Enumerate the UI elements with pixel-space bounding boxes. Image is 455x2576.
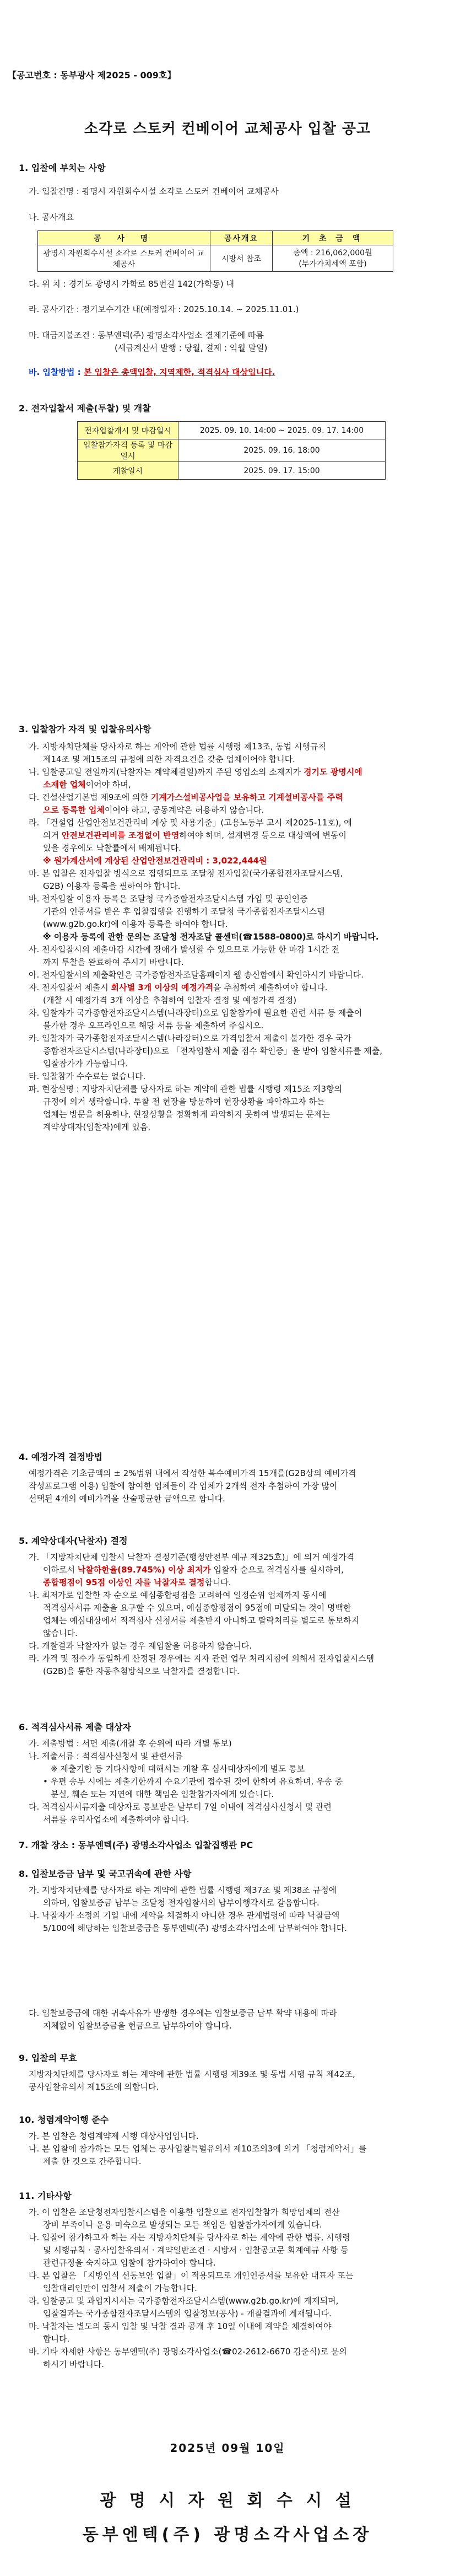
s3-ga-1: 가. 지방자치단체를 당사자로 하는 계약에 관한 법률 시행령 제13조, 동법 시행규칙: [29, 742, 326, 752]
s3-pa-3: 업체는 방문을 허용하나, 현장상황을 정확하게 파악하지 못하여 발생되는 문제는: [43, 1109, 331, 1119]
s5-ga-text-b: 입찰자 순으로 적격심사를 실시하여,: [210, 1565, 344, 1575]
s5-ga-red-2: 종합평점이 95점 이상인 자를 낙찰자로 결정: [43, 1577, 205, 1587]
s4-line-1: 예정가격은 기초금액의 ± 2%범위 내에서 작성한 복수예비가격 15개를(G2B상의 예비가격: [29, 1468, 356, 1478]
s8-ga-2: 의하며, 입찰보증금 납부는 조달청 전자입찰서의 납부이행각서로 갈음합니다.: [43, 1898, 319, 1908]
s6-da-2: 서류를 우리사업소에 제출하여야 합니다.: [43, 1815, 189, 1824]
s1-item-da: 다. 위 치 : 경기도 광명시 가학로 85번길 142(가학동) 내: [29, 279, 234, 289]
s11-ba-1: 바. 기타 자세한 사항은 동부엔텍(주) 광명소각사업소(☎02-2612-6670 김준식)로 문의: [29, 2347, 347, 2357]
s8-da-1: 다. 입찰보증금에 대한 귀속사유가 발생한 경우에는 입찰보증금 납부 확약 내용에 따라: [29, 2008, 337, 2018]
s3-ja-1: [29, 981, 437, 994]
s11-ga-1: 가. 이 입찰은 조달청전자입찰시스템을 이용한 입찰으로 전자입찰참가 희망업체의 전산: [29, 2207, 340, 2217]
s8-ga-1: 가. 지방자치단체를 당사자로 하는 계약에 관한 법률 시행령 제37조 및 제38조 규정에: [29, 1885, 337, 1895]
s3-na-1: [29, 766, 437, 779]
s3-ma-1: 마. 본 입찰은 전자입찰 방식으로 집행되므로 조달청 전자입찰(국가종합전자조달시스템,: [29, 868, 343, 878]
section-4-heading: 4. 예정가격 결정방법: [19, 1452, 102, 1462]
issuer-line-2: 동부엔텍(주) 광명소각사업소장: [82, 2525, 373, 2545]
s6-note: ※ 제출기한 등 기타사항에 대해서는 개찰 후 심사대상자에게 별도 통보: [51, 1764, 305, 1774]
s3-ja-text: 자. 전자입찰서 제출시: [29, 983, 111, 992]
s11-da-1: 다. 본 입찰은 「지방인식 선동보안 입찰」이 적용되므로 개인인증서를 보유한 대표자 또는: [29, 2271, 354, 2280]
s3-pa-4: 계약상대자(입찰자)에게 있음.: [43, 1122, 151, 1132]
s3-ka-2: 종합전자조달시스템(나라장터)으로 「전자입찰서 제출 접수 확인증」을 받아 입찰서류를 제출,: [43, 1046, 382, 1056]
s3-na-text-2: 이어야 하며,: [85, 780, 131, 790]
s3-da-red: 기계가스설비공사업을 보유하고 기계설비공사를 주력: [150, 792, 343, 802]
s11-na-3: 관련규정을 숙지하고 입찰에 참가하여야 합니다.: [43, 2258, 216, 2268]
s3-ma-2: G2B) 이용자 등록을 필하여야 합니다.: [43, 881, 181, 891]
s1-item-ma-2: (세금계산서 발행 : 당월, 결제 : 익월 말일): [115, 343, 268, 353]
s3-ga-2: 제14조 및 제15조의 규정에 의한 자격요건을 갖춘 업체이어야 합니다.: [43, 754, 295, 764]
section-8: [19, 1867, 437, 1935]
s3-cha-2: 불가한 경우 오프라인으로 해당 서류 등을 제출하여 주십시오.: [43, 1021, 264, 1031]
section-9: [19, 2051, 437, 2094]
s9-line-1: 지방자치단체를 당사자로 하는 계약에 관한 법률 시행령 제39조 및 동법 시행 규칙 제42조,: [29, 2069, 355, 2079]
project-table: [37, 230, 393, 272]
s9-line-2: 공사입찰유의서 제15조에 의합니다.: [29, 2082, 159, 2092]
s6-bullet-1: • 우편 송부 시에는 제출기한까지 수요기관에 접수된 것에 한하여 유효하며, 우송 중: [43, 1777, 343, 1786]
project-table-cell-amount: [273, 245, 393, 272]
s3-ra-2: [29, 829, 437, 842]
section-5: [19, 1534, 437, 1678]
s3-ra-3: 있을 경우에도 낙찰률에서 배제됩니다.: [43, 843, 181, 853]
schedule-label-open: 전자입찰개시 및 마감일시: [78, 422, 178, 439]
s1-item-ga: 가. 입찰건명 : 광명시 자원회수시설 소각로 스토커 컨베이어 교체공사: [29, 186, 279, 196]
s3-ra-text-b: 하여야 하며, 설계변경 등으로 대상액에 변동이: [179, 830, 346, 840]
schedule-value-opening: 2025. 09. 17. 15:00: [178, 462, 386, 480]
section-10: [19, 2113, 437, 2168]
s3-na-2: [29, 779, 437, 791]
s11-ra-1: 라. 입찰공고 및 과업지시서는 국가종합전자조달시스템(www.g2b.go.kr)에 게재되며,: [29, 2296, 339, 2306]
schedule-label-register: 입찰참가자격 등록 및 마감일시: [78, 439, 178, 462]
s1-item-ma-1: 마. 대금지불조건 : 동부엔텍(주) 광명소각사업소 결제기준에 따름: [29, 330, 264, 340]
s3-pa-1: 파. 현장설명 : 지방자치단체를 당사자로 하는 계약에 관한 법률 시행령 제15조 제3항의: [29, 1084, 343, 1094]
section-7-heading: 7. 개찰 장소 : 동부엔텍(주) 광명소각사업소 입찰집행관 PC: [19, 1840, 253, 1850]
s8-na-1: 나. 낙찰자가 소정의 기일 내에 계약을 체결하지 아니한 경우 관계법령에 따라 낙찰금액: [29, 1910, 340, 1920]
project-table-head-name: 공 사 명: [38, 231, 210, 245]
section-10-heading: 10. 청렴계약이행 준수: [19, 2115, 109, 2125]
section-3: [19, 722, 437, 1134]
section-4: [19, 1450, 437, 1505]
s6-bullet-2: 분실, 훼손 또는 지연에 대한 책임은 입찰참가자에게 있습니다.: [51, 1789, 274, 1799]
s6-na: 나. 제출서류 : 적격심사신청서 및 관련서류: [29, 1751, 183, 1761]
section-1-heading: 1. 입찰에 부치는 사항: [19, 163, 106, 173]
s3-sa-2: 까지 투찰을 완료하여 주시기 바랍니다.: [43, 957, 184, 967]
s10-na-1: 나. 본 입찰에 참가하는 모든 업체는 공사입찰특별유의서 제10조의3에 의거 「청렴계약서」를: [29, 2144, 367, 2154]
schedule-label-opening: 개찰일시: [78, 462, 178, 480]
section-9-heading: 9. 입찰의 무효: [19, 2053, 77, 2063]
s3-ja-2: (개찰 시 예정가격 3개 이상을 추첨하여 입찰자 결정 및 예정가격 결정): [43, 995, 297, 1005]
page-title: 소각로 스토커 컨베이어 교체공사 입찰 공고: [84, 121, 371, 137]
s3-da-red-2: 으로 등록한 업체: [43, 805, 105, 815]
s5-ga-1: 가. 「지방자치단체 입찰시 낙찰자 결정기준(행정안전부 예규 제325호)」에 의거 예정가격: [29, 1552, 355, 1562]
notice-date: 2025년 09월 10일: [170, 2441, 285, 2455]
s5-ga-text: 이하로서: [43, 1565, 78, 1575]
issuer-line-1: 광 명 시 자 원 회 수 시 설: [100, 2491, 355, 2510]
s11-ma-2: 합니다.: [43, 2334, 70, 2344]
s3-ka-3: 입찰참가가 가능합니다.: [43, 1059, 128, 1069]
s3-cha-1: 차. 입찰자가 국가종합전자조달시스템(나라장터)으로 입찰참가에 필요한 관련 서류 등 제출이: [29, 1008, 362, 1018]
s8-na-2: 5/100에 해당하는 입찰보증금을 동부엔텍(주) 광명소각사업소에 납부하여야 합니다.: [43, 1923, 347, 1933]
s3-sa-1: 사. 전자입찰시의 제출마감 시간에 장애가 발생할 수 있으므로 가능한 한 마감 1시간 전: [29, 944, 340, 954]
s3-ra-1: 라. 「건설업 산업안전보건관리비 계상 및 사용기준」(고용노동부 고시 제2025-11호), 에: [29, 818, 352, 828]
s5-ra-1: 라. 가격 및 점수가 동일하게 산정된 경우에는 지자 관련 업무 처리지침에 의해서 전자입찰시스템: [29, 1654, 375, 1663]
section-8-heading: 8. 입찰보증금 납부 및 국고귀속에 관한 사항: [19, 1869, 192, 1879]
s3-na-text: 나. 입찰공고일 전일까지(낙찰자는 계약체결일)까지 주된 영업소의 소재지가: [29, 767, 304, 777]
s4-line-2: 작성프로그램 이용) 입찰에 참여한 업체들이 각 업체가 2개씩 전자 추첨하여 가장 많이: [29, 1481, 338, 1491]
s3-ja-red: 회사별 3개 이상의 예정가격: [111, 983, 213, 992]
s5-ra-2: (G2B)을 통한 자동추첨방식으로 낙찰자를 결정합니다.: [43, 1666, 240, 1676]
s3-pa-2: 규정에 의거 생략합니다. 투찰 전 현장을 방문하여 현장상황을 파악하고자 하는: [43, 1097, 325, 1107]
section-5-heading: 5. 계약상대자(낙찰자) 결정: [19, 1536, 128, 1546]
s1-ba-prefix: 바. 입찰방법 :: [29, 367, 84, 377]
s3-na-red: 경기도 광명시에: [304, 767, 362, 777]
section-3-heading: 3. 입찰참가 자격 및 입찰유의사항: [19, 724, 151, 734]
s11-ga-2: 장비 부족이나 운용 미숙으로 발생되는 모든 책임은 입찰참가자에게 있습니다.: [43, 2220, 322, 2230]
s11-ba-2: 하시기 바랍니다.: [43, 2359, 104, 2369]
s5-ga-2: [29, 1564, 437, 1576]
amount-total: 총액 : 216,062,000원: [293, 248, 372, 257]
s6-ga: 가. 제출방법 : 서면 제출(개찰 후 순위에 따라 개별 통보): [29, 1738, 232, 1748]
s3-ba-2: 기관의 인증서를 받은 후 입찰집행을 진행하기 조달청 국가종합전자조달시스템: [43, 906, 325, 916]
project-table-cell-name: 광명시 자원회수시설 소각로 스토커 컨베이어 교체공사: [38, 245, 210, 272]
s5-da-1: 다. 개찰결과 낙찰자가 없는 경우 재입찰을 허용하지 않습니다.: [29, 1641, 252, 1651]
s5-na-1: 나. 최저가로 입찰한 자 순으로 예심종합평점을 고려하여 일정순위 업체까지 동시에: [29, 1590, 327, 1600]
s5-na-4: 않습니다.: [43, 1628, 78, 1638]
s5-na-2: 적격심사서류 제출을 요구할 수 있으며, 예심종합평점이 95점에 미달되는 것이 명백한: [43, 1603, 351, 1613]
project-table-head-summary: 공사개요: [210, 231, 273, 245]
s6-da-1: 다. 적격심사서류제출 대상자로 통보받은 날부터 7일 이내에 적격심사신청서 및 관련: [29, 1802, 332, 1812]
s3-ba-3: (www.g2b.go.kr)에 이용자 등록을 하여야 합니다.: [43, 919, 228, 929]
s3-da-2: [29, 804, 437, 817]
s3-ba-note: ※ 이용자 등록에 관한 문의는 조달청 전자조달 콜센터(☎1588-0800)로 하시기 바랍니다.: [43, 932, 379, 942]
schedule-value-open: 2025. 09. 10. 14:00 ~ 2025. 09. 17. 14:00: [178, 422, 386, 439]
section-11-heading: 11. 기타사항: [19, 2191, 72, 2201]
s8-da: [29, 2007, 436, 2032]
s3-ka-1: 카. 입찰자가 국가종합전자조달시스템(나라장터)으로 가격입찰서 제출이 불가한 경우 국가: [29, 1033, 351, 1043]
s10-ga: 가. 본 입찰은 청렴계약제 시행 대상사업입니다.: [29, 2131, 199, 2141]
notice-number: 【공고번호 : 동부광사 제2025 - 009호】: [8, 70, 176, 80]
s3-ra-text: 의거: [43, 830, 62, 840]
s5-ga-text-c: 합니다.: [204, 1577, 231, 1587]
s10-na-2: 제출 한 것으로 간주합니다.: [43, 2156, 142, 2166]
s1-ba-text: 본 입찰은 총액입찰, 지역제한, 적격심사 대상입니다.: [83, 367, 275, 377]
s3-ja-text-b: 을 추첨하여 제출하여야 합니다.: [213, 983, 328, 992]
schedule-table: [77, 421, 386, 480]
section-2-heading: 2. 전자입찰서 제출(투찰) 및 개찰: [19, 403, 151, 414]
s3-da-1: [29, 791, 437, 804]
section-6: [19, 1720, 437, 1826]
s5-ga-red: 낙찰하한율(89.745%) 이상 최저가: [77, 1565, 211, 1575]
section-11: [19, 2189, 437, 2371]
s4-line-3: 선택된 4개의 예비가격을 산술평균한 금액으로 합니다.: [29, 1494, 225, 1504]
s3-da-text: 다. 건설산업기본법 제9조에 의한: [29, 792, 151, 802]
s3-ra-note: ※ 원가계산서에 계상된 산업안전보건관리비 : 3,022,444원: [43, 856, 267, 866]
s5-ga-3: [29, 1576, 437, 1589]
s3-ra-red: 안전보건관리비를 조정없이 반영: [61, 830, 180, 840]
s3-ta-1: 타. 입찰참가 수수료는 없습니다.: [29, 1071, 146, 1081]
project-table-cell-summary: 시방서 참조: [210, 245, 273, 272]
s11-na-1: 나. 입찰에 참가하고자 하는 자는 지방자치단체를 당사자로 하는 계약에 관한 법률, 시행령: [29, 2232, 350, 2242]
s11-na-2: 및 시행규칙 · 공사입찰유의서 · 계약일반조건 · 시방서 · 입찰공고문 회계예규 사항 등: [43, 2245, 349, 2255]
s1-item-ba: [29, 366, 275, 379]
s3-a-1: 아. 전자입찰서의 제출확인은 국가종합전자조달홈페이지 웹 송신함에서 확인하시기 바랍니다.: [29, 970, 364, 980]
s5-na-3: 업체는 예심대상에서 적격심사 신청서를 제출받지 아니하고 탈락처리를 별도로 통보하지: [43, 1616, 360, 1625]
s1-item-na: 나. 공사개요: [29, 212, 74, 222]
section-6-heading: 6. 적격심사서류 제출 대상자: [19, 1722, 131, 1732]
schedule-value-register: 2025. 09. 16. 18:00: [178, 439, 386, 462]
s11-da-2: 입찰대리인만이 입찰서 제출이 가능합니다.: [43, 2283, 197, 2293]
s3-na-red-2: 소재한 업체: [43, 780, 86, 790]
project-table-head-amount: 기 초 금 액: [273, 231, 393, 245]
s3-da-text-2: 이어야 하고, 공동계약은 허용하지 않습니다.: [104, 805, 264, 815]
s11-ra-2: 입찰결과는 국가종합전자조달시스템의 입찰정보(공사) - 개찰결과에 게재됩니다.: [43, 2309, 332, 2319]
amount-vat-note: (부가가치세액 포함): [299, 259, 367, 269]
s1-item-ra: 라. 공사기간 : 정기보수기간 내(예정일자 : 2025.10.14. ~ 2025.11.01.): [29, 304, 299, 314]
s3-ba-1: 바. 전자입찰 이용자 등록은 조달청 국가종합전자조달시스템 가입 및 공인인증: [29, 894, 308, 904]
s8-da-2: 지체없이 입찰보증금을 현금으로 납부하여야 합니다.: [43, 2021, 232, 2031]
s11-ma-1: 마. 낙찰자는 별도의 동시 입찰 및 낙찰 결과 공개 후 10일 이내에 계약을 체결하여야: [29, 2321, 332, 2331]
